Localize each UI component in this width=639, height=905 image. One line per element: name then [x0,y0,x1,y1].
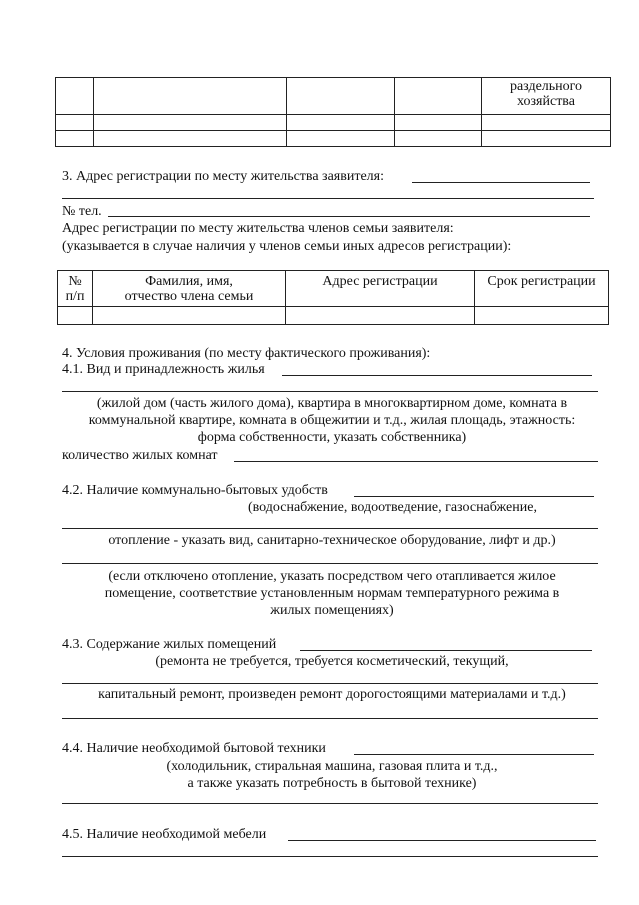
family-address-title: Адрес регистрации по месту жительства членов семьи заявителя: [62,221,454,236]
maintenance-field-2[interactable] [62,683,598,684]
furniture-field[interactable] [288,840,596,841]
table-cell [287,78,395,115]
maintenance-label: 4.3. Содержание жилых помещений [62,637,277,652]
registration-address-label: 3. Адрес регистрации по месту жительства заявителя: [62,169,384,184]
table-cell [56,78,94,115]
utilities-hint-1: (водоснабжение, водоотведение, газоснабжение, [248,500,537,515]
table-cell[interactable] [94,115,287,131]
phone-label: № тел. [62,204,102,219]
utilities-label: 4.2. Наличие коммунально-бытовых удобств [62,483,328,498]
housing-type-hint-1: (жилой дом (часть жилого дома), квартира в многоквартирном доме, комната в [96,396,568,411]
living-conditions-title: 4. Условия проживания (по месту фактического проживания): [62,346,431,361]
rooms-count-label: количество жилых комнат [62,448,218,463]
table-cell[interactable] [286,307,475,325]
table-cell[interactable] [482,115,611,131]
family-registration-table [57,270,609,325]
appliances-label: 4.4. Наличие необходимой бытовой техники [62,741,326,756]
table-row [56,78,611,115]
col-header-num: № п/п [58,271,93,307]
col-header-address: Адрес регистрации [286,271,475,307]
col-header-period: Срок регистрации [475,271,609,307]
rooms-count-field[interactable] [234,461,598,462]
table-cell[interactable] [93,307,286,325]
table-cell[interactable] [475,307,609,325]
table-cell[interactable] [395,131,482,147]
housing-type-label: 4.1. Вид и принадлежность жилья [62,362,265,377]
maintenance-field[interactable] [300,650,592,651]
utilities-field-2[interactable] [62,528,598,529]
utilities-hint-5: жилых помещениях) [270,603,394,618]
household-table [55,77,611,147]
appliances-field[interactable] [354,754,594,755]
appliances-hint-2: а также указать потребность в бытовой технике) [187,776,477,791]
table-cell[interactable] [56,131,94,147]
utilities-hint-2: отопление - указать вид, санитарно-техническое оборудование, лифт и др.) [108,533,556,548]
table-header-row [58,271,609,307]
phone-field[interactable] [108,216,590,217]
appliances-hint-1: (холодильник, стиральная машина, газовая плита и т.д., [166,759,498,774]
table-cell [94,78,287,115]
maintenance-hint-2: капитальный ремонт, произведен ремонт дорогостоящими материалами и т.д.) [98,687,566,702]
housing-type-field[interactable] [282,375,592,376]
housing-type-hint-2: коммунальной квартире, комната в общежитии и т.д., жилая площадь, этажность: [88,413,576,428]
furniture-label: 4.5. Наличие необходимой мебели [62,827,267,842]
table-cell[interactable] [58,307,93,325]
housing-type-field-2[interactable] [62,391,598,392]
table-cell[interactable] [287,131,395,147]
table-cell[interactable] [56,115,94,131]
table-cell[interactable] [94,131,287,147]
utilities-hint-3: (если отключено отопление, указать посредством чего отапливается жилое [108,569,556,584]
table-cell[interactable] [287,115,395,131]
table-row[interactable] [56,131,611,147]
maintenance-field-3[interactable] [62,718,598,719]
utilities-hint-4: помещение, соответствие установленным нормам температурного режима в [104,586,560,601]
maintenance-hint-1: (ремонта не требуется, требуется косметический, текущий, [155,654,509,669]
col-header-name: Фамилия, имя, отчество члена семьи [93,271,286,307]
family-address-note: (указывается в случае наличия у членов семьи иных адресов регистрации): [62,239,512,254]
utilities-field[interactable] [354,496,594,497]
table-row[interactable] [58,307,609,325]
table-cell[interactable] [395,115,482,131]
table-cell [395,78,482,115]
registration-address-field-2[interactable] [62,198,594,199]
appliances-field-2[interactable] [62,803,598,804]
table-row[interactable] [56,115,611,131]
table-cell[interactable] [482,131,611,147]
registration-address-field[interactable] [412,182,590,183]
furniture-field-2[interactable] [62,856,598,857]
utilities-field-3[interactable] [62,563,598,564]
separate-household-header: раздельного хозяйства [482,78,611,115]
housing-type-hint-3: форма собственности, указать собственника) [197,430,467,445]
